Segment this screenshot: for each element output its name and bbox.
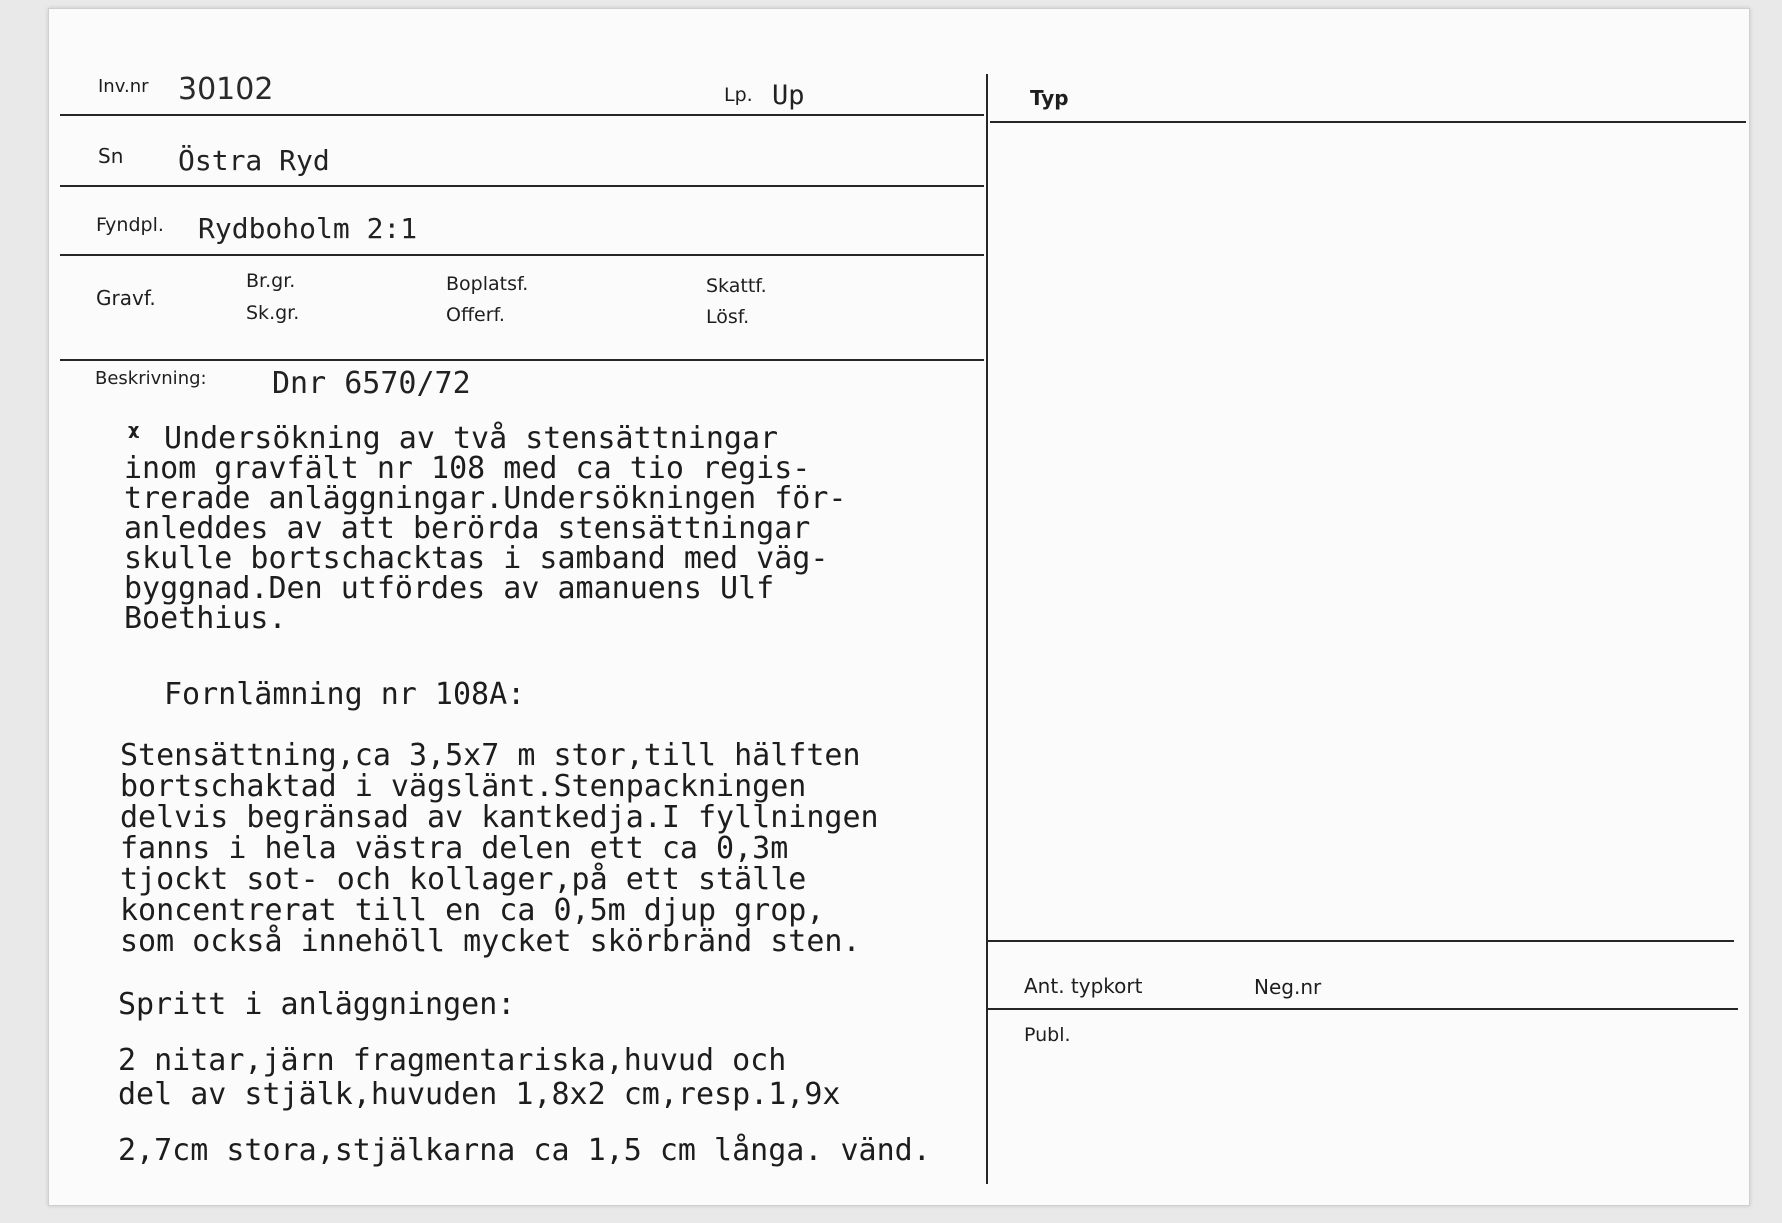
text-line: koncentrerat till en ca 0,5m djup grop,	[120, 893, 825, 928]
description-paragraph-1	[124, 421, 847, 636]
inv-nr-label: Inv.nr	[98, 76, 149, 97]
description-paragraph-2	[120, 740, 879, 957]
fyndpl-value: Rydboholm 2:1	[198, 212, 418, 245]
text-line: bortschaktad i vägslänt.Stenpackningen	[120, 769, 807, 804]
text-line: Boethius.	[124, 601, 287, 636]
divider	[60, 254, 984, 256]
boplatsf-label: Boplatsf.	[446, 273, 529, 295]
typ-label: Typ	[1030, 86, 1069, 110]
skgr-label: Sk.gr.	[246, 302, 300, 324]
text-line: tjockt sot- och kollager,på ett ställe	[120, 862, 807, 897]
neg-nr-label: Neg.nr	[1254, 975, 1322, 999]
fornlamning-heading: Fornlämning nr 108A:	[164, 677, 526, 712]
text-line: fanns i hela västra delen ett ca 0,3m	[120, 831, 789, 866]
publ-label: Publ.	[1024, 1024, 1071, 1046]
text-line: inom gravfält nr 108 med ca tio regis-	[124, 451, 811, 486]
text-line: Stensättning,ca 3,5x7 m stor,till hälften	[120, 738, 861, 773]
spritt-heading: Spritt i anläggningen:	[118, 987, 516, 1022]
brgr-label: Br.gr.	[246, 270, 296, 292]
losf-label: Lösf.	[706, 306, 750, 328]
fyndpl-label: Fyndpl.	[96, 214, 164, 236]
dnr-value: Dnr 6570/72	[272, 366, 471, 401]
text-line: 2 nitar,järn fragmentariska,huvud och	[118, 1043, 787, 1078]
skattf-label: Skattf.	[706, 275, 767, 297]
text-line: anleddes av att berörda stensättningar	[124, 511, 811, 546]
divider	[60, 185, 984, 187]
text-line: skulle bortschacktas i samband med väg-	[124, 541, 829, 576]
offerf-label: Offerf.	[446, 304, 505, 326]
ant-typkort-label: Ant. typkort	[1024, 974, 1143, 998]
divider	[988, 940, 1734, 942]
vertical-divider	[986, 74, 988, 1184]
text-line: del av stjälk,huvuden 1,8x2 cm,resp.1,9x	[118, 1077, 841, 1112]
inv-nr-value: 30102	[178, 72, 274, 107]
text-line: trerade anläggningar.Undersökningen för-	[124, 481, 847, 516]
lp-value: Up	[772, 80, 805, 111]
text-line: som också innehöll mycket skörbränd sten.	[120, 924, 861, 959]
description-paragraph-3	[118, 1044, 931, 1168]
divider	[990, 121, 1746, 123]
beskrivning-label: Beskrivning:	[95, 368, 207, 389]
sn-value: Östra Ryd	[178, 144, 330, 177]
divider	[60, 359, 984, 361]
x-mark-icon: ᵡ	[128, 418, 140, 451]
lp-label: Lp.	[724, 84, 753, 106]
text-line: delvis begränsad av kantkedja.I fyllningen	[120, 800, 879, 835]
divider	[60, 114, 984, 116]
text-line: byggnad.Den utfördes av amanuens Ulf	[124, 571, 775, 606]
sn-label: Sn	[98, 144, 124, 168]
text-line: Undersökning av två stensättningar	[164, 421, 779, 456]
text-line: 2,7cm stora,stjälkarna ca 1,5 cm långa. vänd.	[118, 1133, 931, 1168]
gravf-label: Gravf.	[96, 286, 156, 310]
divider	[988, 1008, 1738, 1010]
